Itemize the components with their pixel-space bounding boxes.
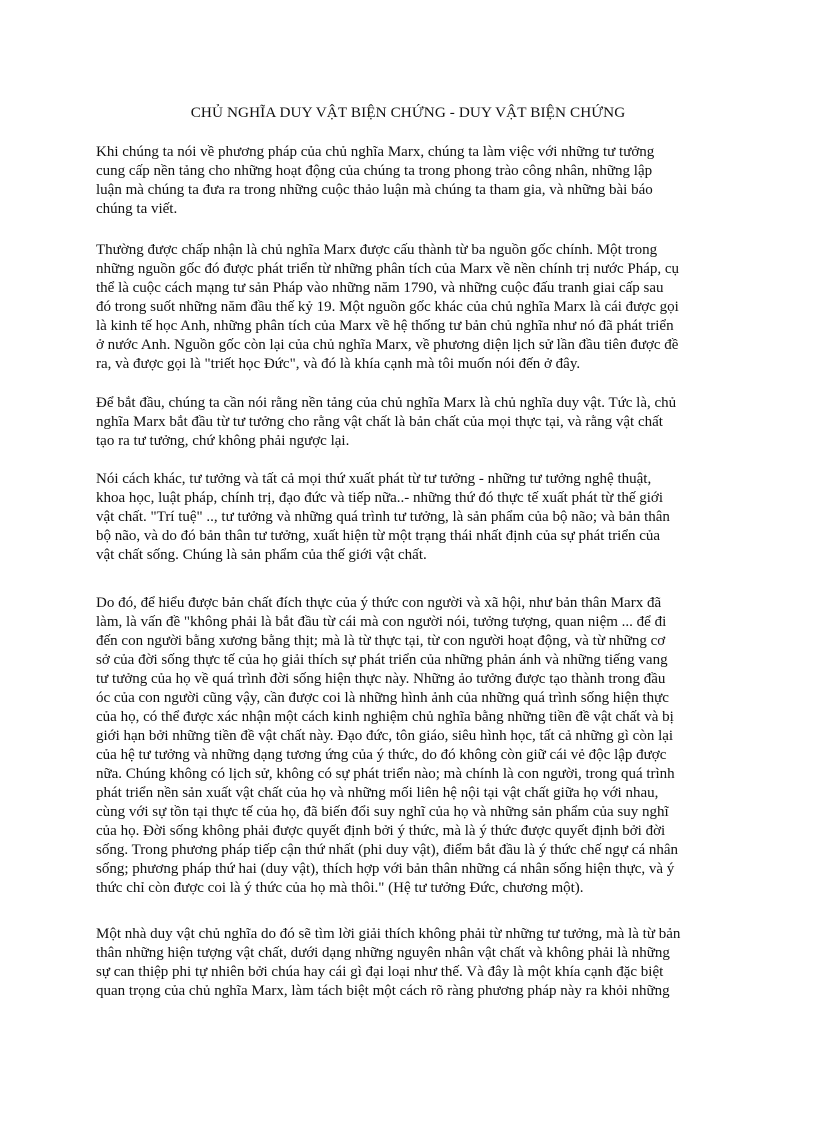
text-line: của họ, có thể được xác nhận một cách kinh nghiệm chủ nghĩa bằng những tiền đề vật chất và bị xyxy=(96,709,674,725)
text-line: ra, và được gọi là "triết học Đức", và đó là khía cạnh mà tôi muốn nói đến ở đây. xyxy=(96,356,581,372)
text-line: Một nhà duy vật chủ nghĩa do đó sẽ tìm lời giải thích không phải từ những tư tưởng, mà là từ bản xyxy=(96,926,681,942)
text-line: cùng với sự tồn tại thực tế của họ, đã biến đổi suy nghĩ của họ và những sản phẩm của suy nghĩ xyxy=(96,804,669,820)
text-line: tư tưởng của họ về quá trình đời sống hiện thực này. Những ảo tưởng được tạo thành trong đầu xyxy=(96,671,666,687)
text-line: Khi chúng ta nói về phương pháp của chủ nghĩa Marx, chúng ta làm việc với những tư tưởng xyxy=(96,144,655,160)
text-line: Nói cách khác, tư tưởng và tất cả mọi thứ xuất phát từ tư tưởng - những tư tưởng nghệ thuật, xyxy=(96,471,652,487)
text-line: giới hạn bởi những tiền đề vật chất này. Đạo đức, tôn giáo, siêu hình học, tất cả những gì còn lại xyxy=(96,728,674,744)
text-line: Do đó, để hiểu được bản chất đích thực của ý thức con người và xã hội, như bản thân Marx đã xyxy=(96,595,662,611)
text-line: thể là cuộc cách mạng tư sản Pháp vào những năm 1790, và những cuộc đấu tranh giai cấp sau xyxy=(96,280,664,296)
text-line: thân những hiện tượng vật chất, dưới dạng những nguyên nhân vật chất và không phải là những xyxy=(96,945,670,961)
text-line: vật chất sống. Chúng là sản phẩm của thế giới vật chất. xyxy=(96,547,427,563)
text-line: sở của đời sống thực tế của họ giải thích sự phát triển của những phản ánh và những tiếng vang xyxy=(96,652,668,668)
page-title: CHỦ NGHĨA DUY VẬT BIỆN CHỨNG - DUY VẬT BIỆN CHỨNG xyxy=(190,104,626,121)
text-line: luận mà chúng ta đưa ra trong những cuộc thảo luận mà chúng ta tham gia, và những bài báo xyxy=(96,182,653,198)
paragraph xyxy=(96,594,678,898)
paragraph xyxy=(96,394,676,451)
text-line: của họ. Đời sống không phải được quyết định bởi ý thức, mà là ý thức được quyết định bởi đời xyxy=(96,823,666,839)
text-line: đến con người bằng xương bằng thịt; mà là từ thực tại, từ con người hoạt động, và từ những cơ xyxy=(96,633,666,649)
text-line: khoa học, luật pháp, chính trị, đạo đức và tiếp nữa..- những thứ đó thực tế xuất phát từ thế giới xyxy=(96,490,663,506)
text-line: quan trọng của chủ nghĩa Marx, làm tách biệt một cách rõ ràng phương pháp này ra khỏi những xyxy=(96,983,670,999)
text-line: nữa. Chúng không có lịch sử, không có sự phát triển nào; mà chính là con người, trong quá trình xyxy=(96,766,675,782)
text-line: chúng ta viết. xyxy=(96,201,178,217)
text-line: tạo ra tư tưởng, chứ không phải ngược lại. xyxy=(96,433,350,449)
text-line: những nguồn gốc đó được phát triển từ những phân tích của Marx về nền chính trị nước Pháp, cụ xyxy=(96,261,680,277)
text-line: cung cấp nền tảng cho những hoạt động của chúng ta trong phong trào công nhân, những lập xyxy=(96,163,653,179)
text-line: đó trong suốt những năm đầu thế kỷ 19. Một nguồn gốc khác của chủ nghĩa Marx là cái được gọi xyxy=(96,299,679,315)
text-line: sống; phương pháp thứ hai (duy vật), thích hợp với bản thân những cá nhân sống hiện thực, và ý xyxy=(96,861,675,877)
text-line: Thường được chấp nhận là chủ nghĩa Marx được cấu thành từ ba nguồn gốc chính. Một trong xyxy=(96,242,658,258)
text-line: Để bắt đầu, chúng ta cần nói rằng nền tảng của chủ nghĩa Marx là chủ nghĩa duy vật. Tức là, chủ xyxy=(96,395,677,411)
text-line: của hệ tư tưởng và những dạng tương ứng của ý thức, do đó không còn giữ cái vẻ độc lập được xyxy=(96,747,667,763)
paragraph xyxy=(96,241,679,374)
text-line: sự can thiệp phi tự nhiên bởi chúa hay cái gì đại loại như thế. Và đây là một khía cạnh đặc biệt xyxy=(96,964,664,980)
text-line: sống. Trong phương pháp tiếp cận thứ nhất (phi duy vật), điểm bắt đầu là ý thức chế ngự cá nhân xyxy=(96,842,679,858)
text-line: làm, là vấn đề "không phải là bắt đầu từ cái mà con người nói, tưởng tượng, quan niệm ... để đi xyxy=(96,614,667,630)
text-line: thức chỉ còn được coi là ý thức của họ mà thôi." (Hệ tư tưởng Đức, chương một). xyxy=(96,880,584,896)
text-line: phát triển nền sản xuất vật chất của họ và những mối liên hệ nội tại vật chất giữa họ với nhau, xyxy=(96,785,659,801)
text-line: bộ não, và do đó bản thân tư tưởng, xuất hiện từ một trạng thái nhất định của sự phát triển của xyxy=(96,528,661,544)
text-line: nghĩa Marx bắt đầu từ tư tưởng cho rằng vật chất là bản chất của mọi thực tại, và rằng vật chất xyxy=(96,414,663,430)
text-line: ở nước Anh. Nguồn gốc còn lại của chủ nghĩa Marx, về phương diện lịch sử lần đầu tiên được đề xyxy=(96,337,679,353)
text-line: óc của con người cũng vậy, cần được coi là những hình ảnh của những quá trình sống hiện thực xyxy=(96,690,669,706)
text-line: vật chất. "Trí tuệ" .., tư tưởng và những quá trình tư tưởng, là sản phẩm của bộ não; và bản thân xyxy=(96,509,670,525)
paragraph xyxy=(96,925,680,1001)
text-line: là kinh tế học Anh, những phân tích của Marx về hệ thống tư bản chủ nghĩa như nó đã phát triển xyxy=(96,318,674,334)
paragraph xyxy=(96,470,670,565)
paragraph xyxy=(96,143,654,219)
